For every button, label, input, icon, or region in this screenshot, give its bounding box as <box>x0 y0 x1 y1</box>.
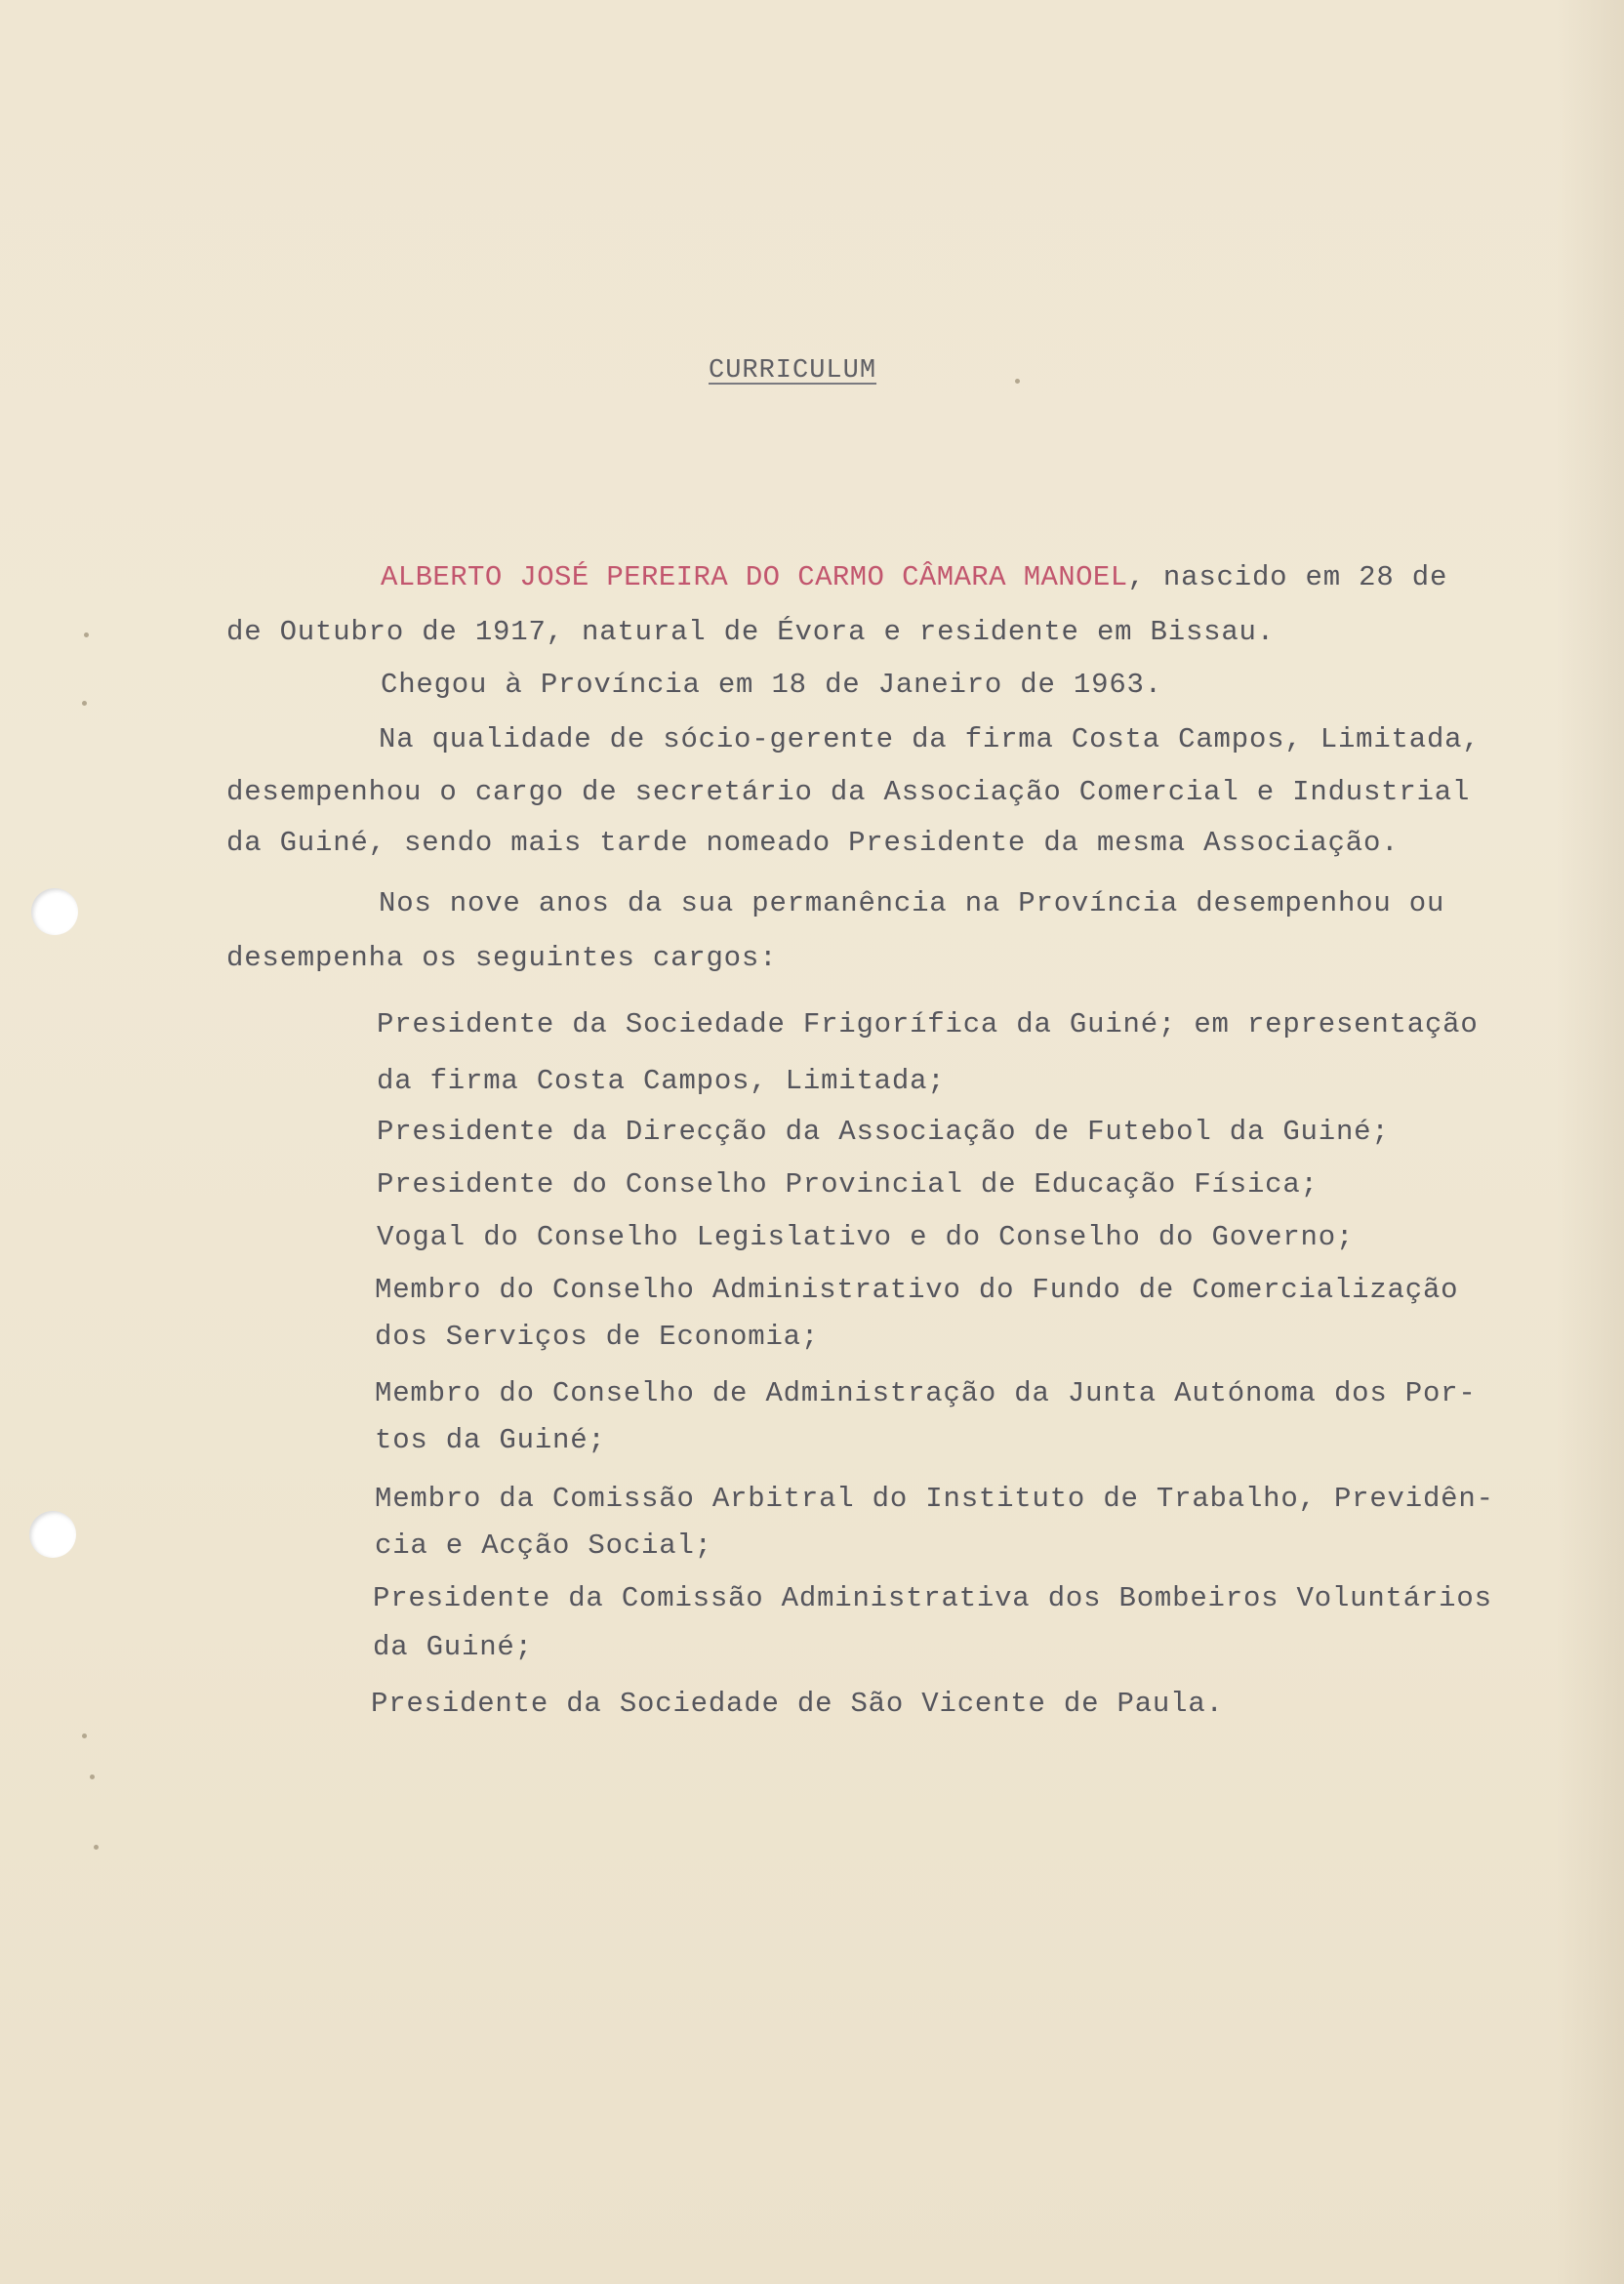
position-item-5-line-2: dos Serviços de Economia; <box>375 1321 820 1353</box>
position-item-8-line-2: da Guiné; <box>373 1631 533 1663</box>
document-title: CURRICULUM <box>709 356 877 386</box>
arrival-line: Chegou à Província em 18 de Janeiro de 1963. <box>381 669 1162 701</box>
tenure-line-2: desempenha os seguintes cargos: <box>226 942 778 974</box>
role-line-3: da Guiné, sendo mais tarde nomeado Presidente da mesma Associação. <box>226 827 1400 859</box>
intro-line-1-rest: , nascido em 28 de <box>1127 561 1448 593</box>
position-item-6-line-2: tos da Guiné; <box>375 1424 606 1456</box>
position-item-5-line-1: Membro do Conselho Administrativo do Fundo de Comercialização <box>375 1274 1459 1306</box>
position-item-7-line-1: Membro da Comissão Arbitral do Instituto de Trabalho, Previdên- <box>375 1483 1494 1515</box>
position-item-9: Presidente da Sociedade de São Vicente de Paula. <box>371 1688 1224 1720</box>
intro-line-1 <box>381 560 1447 595</box>
role-line-1: Na qualidade de sócio-gerente da firma Costa Campos, Limitada, <box>379 723 1481 755</box>
position-item-4: Vogal do Conselho Legislativo e do Conselho do Governo; <box>377 1221 1355 1253</box>
role-line-2: desempenhou o cargo de secretário da Associação Comercial e Industrial <box>226 776 1471 808</box>
position-item-1-line-1: Presidente da Sociedade Frigorífica da Guiné; em representação <box>377 1008 1479 1040</box>
position-item-1-line-2: da firma Costa Campos, Limitada; <box>377 1065 946 1097</box>
position-item-2: Presidente da Direcção da Associação de Futebol da Guiné; <box>377 1116 1390 1148</box>
person-name: ALBERTO JOSÉ PEREIRA DO CARMO CÂMARA MANOEL <box>381 561 1128 593</box>
tenure-line-1: Nos nove anos da sua permanência na Província desempenhou ou <box>379 887 1445 919</box>
intro-line-2: de Outubro de 1917, natural de Évora e residente em Bissau. <box>226 616 1275 648</box>
position-item-8-line-1: Presidente da Comissão Administrativa dos Bombeiros Voluntários <box>373 1582 1492 1614</box>
position-item-3: Presidente do Conselho Provincial de Educação Física; <box>377 1168 1319 1201</box>
position-item-6-line-1: Membro do Conselho de Administração da Junta Autónoma dos Por- <box>375 1377 1477 1409</box>
position-item-7-line-2: cia e Acção Social; <box>375 1529 712 1562</box>
